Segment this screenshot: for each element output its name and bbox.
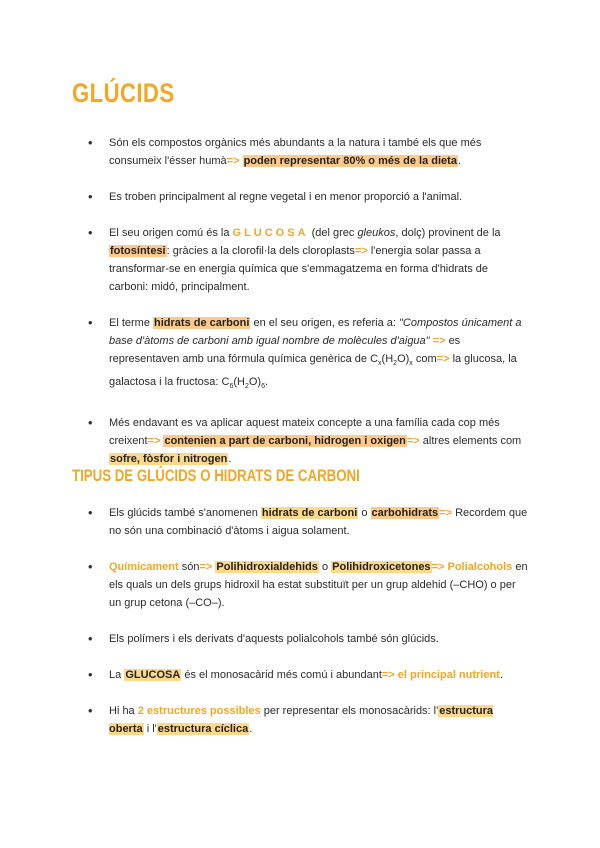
list-item: • Es troben principalment al regne vegetal i en menor proporció a l'animal. [88,188,528,206]
list-item: • Químicament són=> Polihidroxialdehids o Polihidroxicetones=> Polialcohols en els quals un dels grups hidroxil ha estat substituït per un grup aldehid (–CHO) o per un grup cetona (–CO–). [88,558,528,612]
glucids-list [88,134,528,486]
tipus-list [88,504,528,756]
list-item: • Són els compostos orgànics més abundants a la natura i també els que més consumeix l'ésser humà=> poden representar 80% o més de la dieta. [88,134,528,170]
list-item: • Hi ha 2 estructures possibles per representar els monosacàrids: l'estructura oberta i l'estructura cíclica. [88,702,528,738]
page-title: GLÚCIDS [72,78,175,108]
list-item: • Els glúcids també s'anomenen hidrats de carboni o carbohidrats=> Recordem que no són una combinació d'àtoms i aigua solament. [88,504,528,540]
list-item: • Els polímers i els derivats d'aquests polialcohols també són glúcids. [88,630,528,648]
list-item: • Més endavant es va aplicar aquest mateix concepte a una família cada cop més creixent=> contenien a part de carboni, hidrogen i oxigen=> altres elements com sofre, fòsfor i nitrogen. [88,414,528,468]
list-item: • La GLUCOSA és el monosacàrid més comú i abundant=> el principal nutrient. [88,666,528,684]
list-item: • El seu origen comú és la GLUCOSA (del grec gleukos, dolç) provinent de la fotosíntesi: gràcies a la clorofil·la dels cloroplasts=> l'energia solar passa a transformar-se en energia química que s'emmagatzema en forma d'hidrats de carboni: midó, principalment. [88,224,528,296]
list-item: • El terme hidrats de carboni en el seu origen, es referia a: "Compostos únicament a base d'àtoms de carboni amb igual nombre de molècules d'aigua" => es representaven amb una fórmula química genèrica de $C_x(H_2O)_x$ com=> la glucosa, la galactosa i la fructosa: $C_6(H_2O)_6$. [88,314,528,396]
section-title: TIPUS DE GLÚCIDS O HIDRATS DE CARBONI [72,466,360,485]
